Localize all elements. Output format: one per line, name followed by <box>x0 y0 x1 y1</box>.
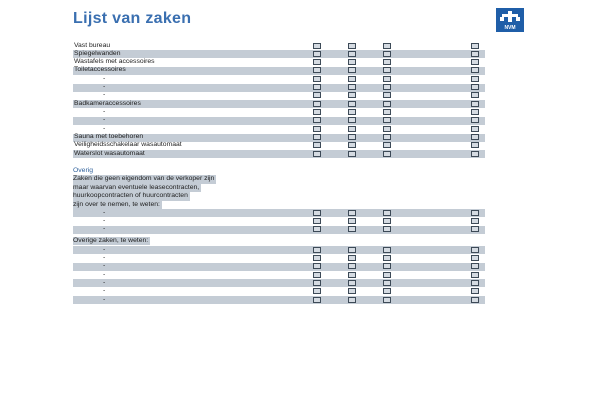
row-shading <box>73 296 485 304</box>
checkbox[interactable] <box>313 297 321 303</box>
checkbox[interactable] <box>313 117 321 123</box>
checkbox[interactable] <box>471 134 479 140</box>
checkbox[interactable] <box>348 84 356 90</box>
checkbox[interactable] <box>471 263 479 269</box>
checkbox[interactable] <box>348 210 356 216</box>
checkbox[interactable] <box>471 101 479 107</box>
checkbox[interactable] <box>383 210 391 216</box>
section-heading-overig: Overig <box>73 166 94 174</box>
checkbox[interactable] <box>383 109 391 115</box>
item-label: - <box>103 253 106 261</box>
items-list <box>73 42 485 159</box>
item-label: Vast bureau <box>74 41 111 49</box>
checkbox[interactable] <box>348 142 356 148</box>
checkbox[interactable] <box>313 84 321 90</box>
item-label: - <box>103 287 106 295</box>
checkbox[interactable] <box>471 288 479 294</box>
overige-rows <box>73 246 485 304</box>
checkbox[interactable] <box>383 101 391 107</box>
row-shading <box>73 226 485 234</box>
checkbox[interactable] <box>383 255 391 261</box>
checkbox[interactable] <box>348 226 356 232</box>
item-label: - <box>103 245 106 253</box>
checkbox[interactable] <box>383 134 391 140</box>
row-shading <box>73 84 485 92</box>
paragraph-line: maar waarvan eventuele leasecontracten, <box>73 183 200 191</box>
checkbox[interactable] <box>471 59 479 65</box>
checkbox[interactable] <box>383 67 391 73</box>
checkbox[interactable] <box>383 59 391 65</box>
item-label: Wastafels met accessoires <box>74 58 155 66</box>
list-item <box>73 254 485 262</box>
checkbox[interactable] <box>471 210 479 216</box>
list-item <box>73 75 485 83</box>
checkbox[interactable] <box>383 92 391 98</box>
row-shading <box>73 279 485 287</box>
checkbox[interactable] <box>313 226 321 232</box>
checkbox[interactable] <box>471 218 479 224</box>
list-item <box>73 263 485 271</box>
checkbox[interactable] <box>383 297 391 303</box>
section-heading-overige: Overige zaken, te weten: <box>73 237 149 245</box>
checkbox[interactable] <box>348 255 356 261</box>
list-item <box>73 246 485 254</box>
list-item <box>73 288 485 296</box>
list-item <box>73 109 485 117</box>
checkbox[interactable] <box>471 151 479 157</box>
checkbox[interactable] <box>348 297 356 303</box>
item-label: - <box>103 225 106 233</box>
list-item <box>73 42 485 50</box>
checkbox[interactable] <box>313 142 321 148</box>
checkbox[interactable] <box>383 218 391 224</box>
checkbox[interactable] <box>313 280 321 286</box>
checkbox[interactable] <box>348 117 356 123</box>
item-label: - <box>103 278 106 286</box>
list-item <box>73 59 485 67</box>
nvm-logo-icon <box>496 8 524 32</box>
checkbox[interactable] <box>471 126 479 132</box>
item-label: Spiegelwanden <box>74 49 121 57</box>
checkbox[interactable] <box>471 117 479 123</box>
checkbox[interactable] <box>313 101 321 107</box>
checkbox[interactable] <box>383 280 391 286</box>
checkbox[interactable] <box>383 76 391 82</box>
logo-text: NVM <box>504 25 516 31</box>
item-label: Waterslot wasautomaat <box>74 149 145 157</box>
checkbox[interactable] <box>313 92 321 98</box>
overig-paragraph <box>73 175 216 209</box>
checkbox[interactable] <box>383 272 391 278</box>
list-item <box>73 271 485 279</box>
checkbox[interactable] <box>348 151 356 157</box>
paragraph-line: Zaken die geen eigendom van de verkoper zijn <box>73 175 215 183</box>
checkbox[interactable] <box>383 117 391 123</box>
list-item <box>73 296 485 304</box>
item-label: - <box>103 262 106 270</box>
item-label: - <box>103 208 106 216</box>
list-item <box>73 100 485 108</box>
item-label: Toiletaccessoires <box>74 66 126 74</box>
checkbox[interactable] <box>313 218 321 224</box>
checkbox[interactable] <box>471 272 479 278</box>
checkbox[interactable] <box>471 226 479 232</box>
checkbox[interactable] <box>471 43 479 49</box>
checkbox[interactable] <box>471 280 479 286</box>
list-item <box>73 150 485 158</box>
checkbox[interactable] <box>383 43 391 49</box>
page-title: Lijst van zaken <box>73 10 192 27</box>
row-shading <box>73 67 485 75</box>
checkbox[interactable] <box>383 226 391 232</box>
checkbox[interactable] <box>313 59 321 65</box>
checkbox[interactable] <box>313 263 321 269</box>
row-shading <box>73 246 485 254</box>
checkbox[interactable] <box>313 126 321 132</box>
checkbox[interactable] <box>471 297 479 303</box>
row-shading <box>73 209 485 217</box>
checkbox[interactable] <box>471 142 479 148</box>
checkbox[interactable] <box>471 92 479 98</box>
checkbox[interactable] <box>313 109 321 115</box>
item-label: - <box>103 295 106 303</box>
checkbox[interactable] <box>313 67 321 73</box>
checkbox[interactable] <box>348 101 356 107</box>
checkbox[interactable] <box>383 151 391 157</box>
checkbox[interactable] <box>471 247 479 253</box>
checkbox[interactable] <box>471 76 479 82</box>
checkbox[interactable] <box>348 134 356 140</box>
checkbox[interactable] <box>313 255 321 261</box>
list-item <box>73 117 485 125</box>
list-item <box>73 67 485 75</box>
checkbox[interactable] <box>348 263 356 269</box>
checkbox[interactable] <box>313 51 321 57</box>
checkbox[interactable] <box>348 218 356 224</box>
checkbox[interactable] <box>383 51 391 57</box>
item-label: Badkameraccessoires <box>74 99 141 107</box>
checkbox[interactable] <box>313 43 321 49</box>
checkbox[interactable] <box>348 76 356 82</box>
checkbox[interactable] <box>383 247 391 253</box>
checkbox[interactable] <box>383 142 391 148</box>
item-label: - <box>103 74 106 82</box>
checkbox[interactable] <box>348 51 356 57</box>
checkbox[interactable] <box>348 247 356 253</box>
list-item <box>73 217 485 225</box>
checkbox[interactable] <box>471 51 479 57</box>
row-shading <box>73 50 485 58</box>
item-label: - <box>103 216 106 224</box>
checkbox[interactable] <box>348 59 356 65</box>
item-label: - <box>103 124 106 132</box>
item-label: - <box>103 270 106 278</box>
checkbox[interactable] <box>348 288 356 294</box>
paragraph-line: zijn over te nemen, te weten: <box>73 200 160 208</box>
checkbox[interactable] <box>383 263 391 269</box>
overig-rows <box>73 209 485 234</box>
checkbox[interactable] <box>313 247 321 253</box>
checkbox[interactable] <box>313 210 321 216</box>
item-label: Veiligheidsschakelaar wasautomaat <box>74 141 182 149</box>
checkbox[interactable] <box>313 151 321 157</box>
checkbox[interactable] <box>348 92 356 98</box>
checkbox[interactable] <box>471 109 479 115</box>
list-item <box>73 84 485 92</box>
checkbox[interactable] <box>348 43 356 49</box>
checkbox[interactable] <box>313 288 321 294</box>
list-item <box>73 279 485 287</box>
checkbox[interactable] <box>471 67 479 73</box>
checkbox[interactable] <box>313 134 321 140</box>
checkbox[interactable] <box>348 272 356 278</box>
checkbox[interactable] <box>383 126 391 132</box>
checkbox[interactable] <box>471 84 479 90</box>
paragraph-line: huurkoopcontracten of huurcontracten <box>73 192 188 200</box>
list-item <box>73 209 485 217</box>
checkbox[interactable] <box>313 76 321 82</box>
item-label: - <box>103 116 106 124</box>
item-label: - <box>103 91 106 99</box>
checkbox[interactable] <box>383 288 391 294</box>
checkbox[interactable] <box>383 84 391 90</box>
checkbox[interactable] <box>348 280 356 286</box>
item-label: - <box>103 108 106 116</box>
list-item <box>73 226 485 234</box>
checkbox[interactable] <box>313 272 321 278</box>
row-shading <box>73 117 485 125</box>
checkbox[interactable] <box>348 67 356 73</box>
checkbox[interactable] <box>348 109 356 115</box>
checkbox[interactable] <box>471 255 479 261</box>
item-label: - <box>103 83 106 91</box>
row-shading <box>73 263 485 271</box>
checkbox[interactable] <box>348 126 356 132</box>
item-label: Sauna met toebehoren <box>74 133 144 141</box>
